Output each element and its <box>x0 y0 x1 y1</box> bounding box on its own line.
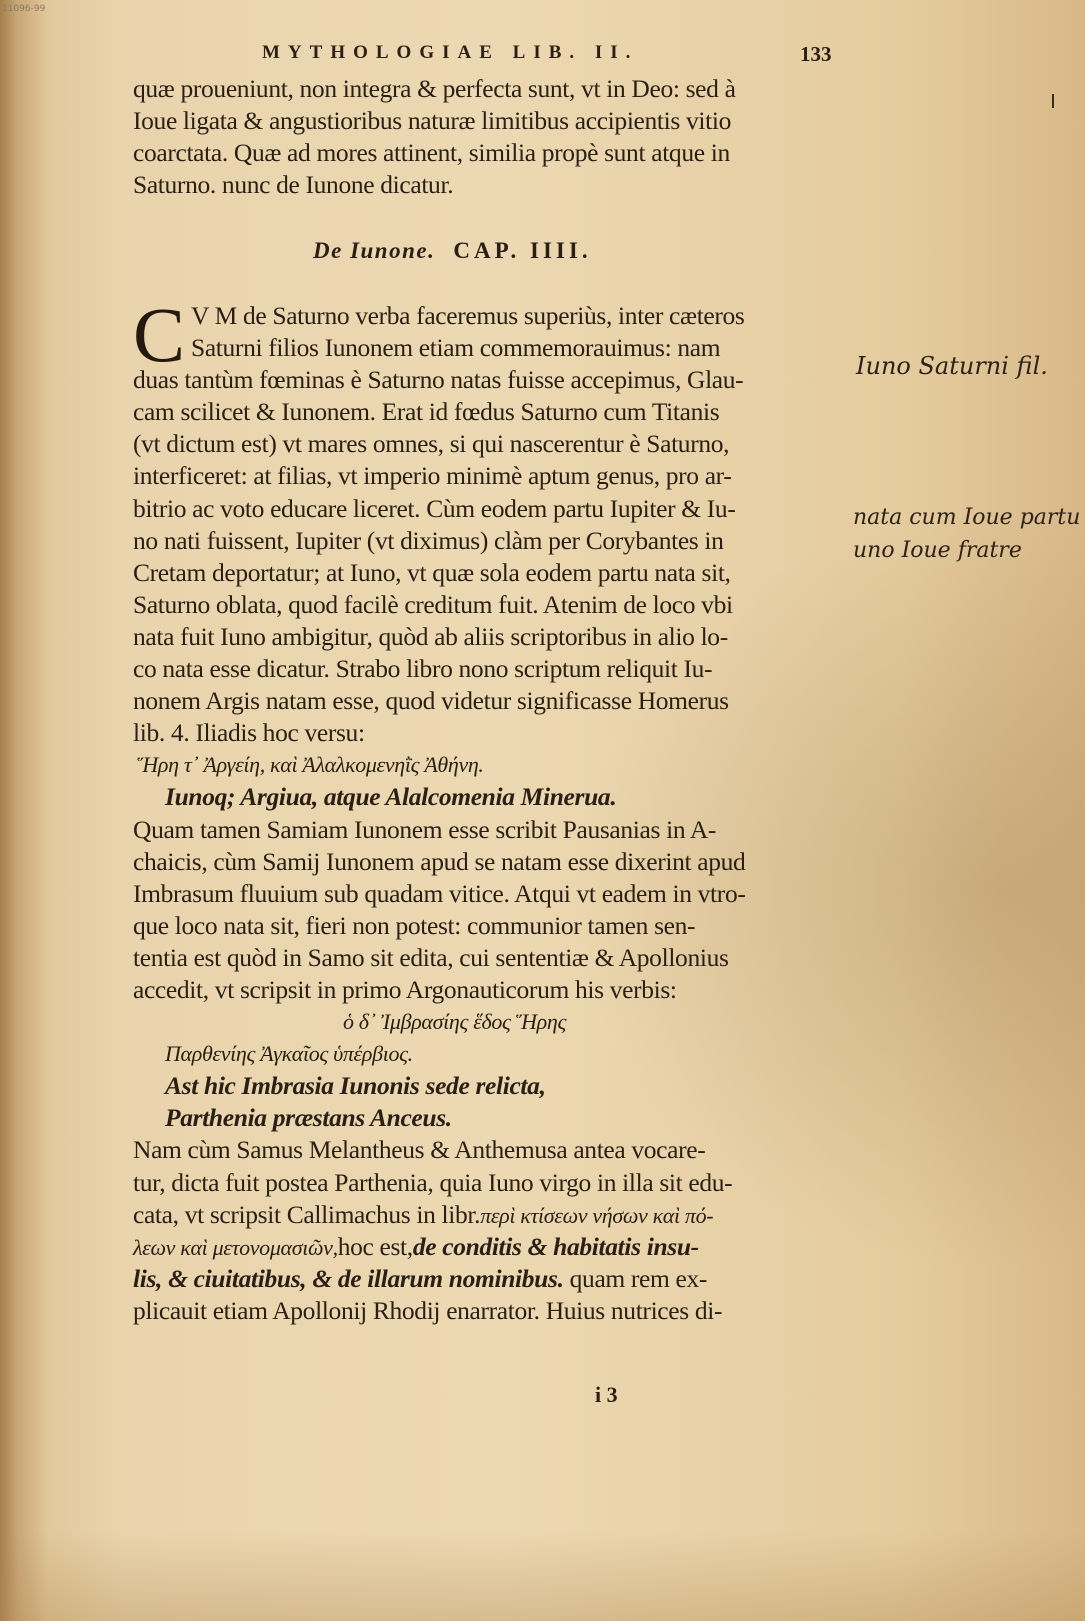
margin-note-handwritten: Iuno Saturni fil. <box>856 352 1048 380</box>
chapter-heading <box>313 238 592 264</box>
text-line: bitrio ac voto educare liceret. Cùm eodem partu Iupiter & Iu- <box>133 493 736 523</box>
text-line: co nata esse dicatur. Strabo libro nono scriptum reliquit Iu- <box>133 654 713 684</box>
italic-phrase: lis, & ciuitatibus, & de illarum nominibus. <box>133 1263 564 1293</box>
latin-verse: Ast hic Imbrasia Iunonis sede relicta, <box>165 1071 546 1101</box>
latin-verse: Iunoq; Argiua, atque Alalcomenia Minerua. <box>165 782 617 812</box>
text-line: chaicis, cùm Samij Iunonem apud se natam esse dixerint apud <box>133 846 746 876</box>
page-shadow <box>0 1531 1085 1621</box>
text-line: Quam tamen Samiam Iunonem esse scribit Pausanias in A- <box>133 814 717 844</box>
greek-phrase: λεων καὶ μετονομασιῶν, <box>133 1234 338 1260</box>
text-line: interficeret: at filias, vt imperio minimè aptum genus, pro ar- <box>133 461 732 491</box>
text-line: no nati fuissent, Iupiter (vt diximus) clàm per Corybantes in <box>133 525 724 555</box>
paragraph-top <box>133 73 833 201</box>
text-line: nata fuit Iuno ambigitur, quòd ab aliis scriptoribus in alio lo- <box>133 621 728 651</box>
text-line: cam scilicet & Iunonem. Erat id fœdus Saturno cum Titanis <box>133 397 720 427</box>
greek-phrase: περὶ κτίσεων νήσων καὶ πό- <box>480 1202 714 1228</box>
text-segment: hoc est, <box>337 1231 413 1261</box>
text-line: lib. 4. Iliadis hoc versu: <box>133 718 365 748</box>
text-line: nonem Argis natam esse, quod videtur significasse Homerus <box>133 686 729 716</box>
catalog-reference: 11096-99 <box>2 4 46 14</box>
chapter-number: CAP. IIII. <box>453 238 592 263</box>
greek-verse: Ἥρη τ᾽ Ἀργείη, καὶ Ἀλαλκομενηῒς Ἀθήνη. <box>137 752 484 778</box>
margin-note-handwritten: uno Ioue fratre <box>853 538 1022 563</box>
running-head: MYTHOLOGIAE LIB. II. <box>262 42 639 63</box>
text-line: Nam cùm Samus Melantheus & Anthemusa antea vocare- <box>133 1135 706 1165</box>
signature-mark: i 3 <box>595 1382 618 1407</box>
text-line: coarctata. Quæ ad mores attinent, similia propè sunt atque in <box>133 138 730 168</box>
text-segment: cata, vt scripsit Callimachus in libr. <box>133 1199 481 1229</box>
text-line <box>133 1199 833 1231</box>
ink-mark <box>1052 94 1054 108</box>
text-line: tentia est quòd in Samo sit edita, cui sententiæ & Apollonius <box>133 942 729 972</box>
text-line: Ioue ligata & angustioribus naturæ limitibus accipientis vitio <box>133 106 731 136</box>
greek-verse: Παρθενίης Ἀγκαῖος ὑπέρβιος. <box>165 1041 413 1067</box>
text-line: V M de Saturno verba faceremus superiùs, inter cæteros <box>191 301 745 330</box>
page-number: 133 <box>800 42 832 66</box>
text-line <box>133 1263 833 1295</box>
text-line: Saturno. nunc de Iunone dicatur. <box>133 170 454 200</box>
text-line: Cretam deportatur; at Iuno, vt quæ sola eodem partu nata sit, <box>133 557 731 587</box>
text-line: (vt dictum est) vt mares omnes, si qui nascerentur è Saturno, <box>133 429 730 459</box>
paragraph-main <box>133 291 833 1327</box>
drop-initial: C <box>133 291 186 378</box>
margin-note-handwritten: nata cum Ioue partu <box>853 505 1081 530</box>
text-line: quæ proueniunt, non integra & perfecta sunt, vt in Deo: sed à <box>133 74 736 103</box>
text-line: accedit, vt scripsit in primo Argonauticorum his verbis: <box>133 974 677 1004</box>
text-line: Saturni filios Iunonem etiam commemorauimus: nam <box>191 333 721 363</box>
text-line: tur, dicta fuit postea Parthenia, quia Iuno virgo in illa sit edu- <box>133 1167 733 1197</box>
text-line: plicauit etiam Apollonij Rhodij enarrator. Huius nutrices di- <box>133 1295 723 1325</box>
chapter-title: De Iunone. <box>313 238 436 263</box>
greek-verse: ὁ δ᾽ Ἰμβρασίης ἕδος Ἥρης <box>343 1009 567 1035</box>
italic-phrase: de conditis & habitatis insu- <box>412 1231 699 1261</box>
text-line: duas tantùm fœminas è Saturno natas fuisse accepimus, Glau- <box>133 365 744 395</box>
text-segment: quam rem ex- <box>569 1263 708 1293</box>
text-line: Imbrasum fluuium sub quadam vitice. Atqui vt eadem in vtro- <box>133 878 746 908</box>
text-line: que loco nata sit, fieri non potest: communior tamen sen- <box>133 910 696 940</box>
latin-verse: Parthenia præstans Anceus. <box>165 1103 452 1133</box>
text-line: Saturno oblata, quod facilè creditum fuit. Atenim de loco vbi <box>133 589 733 619</box>
text-line <box>133 1231 833 1263</box>
